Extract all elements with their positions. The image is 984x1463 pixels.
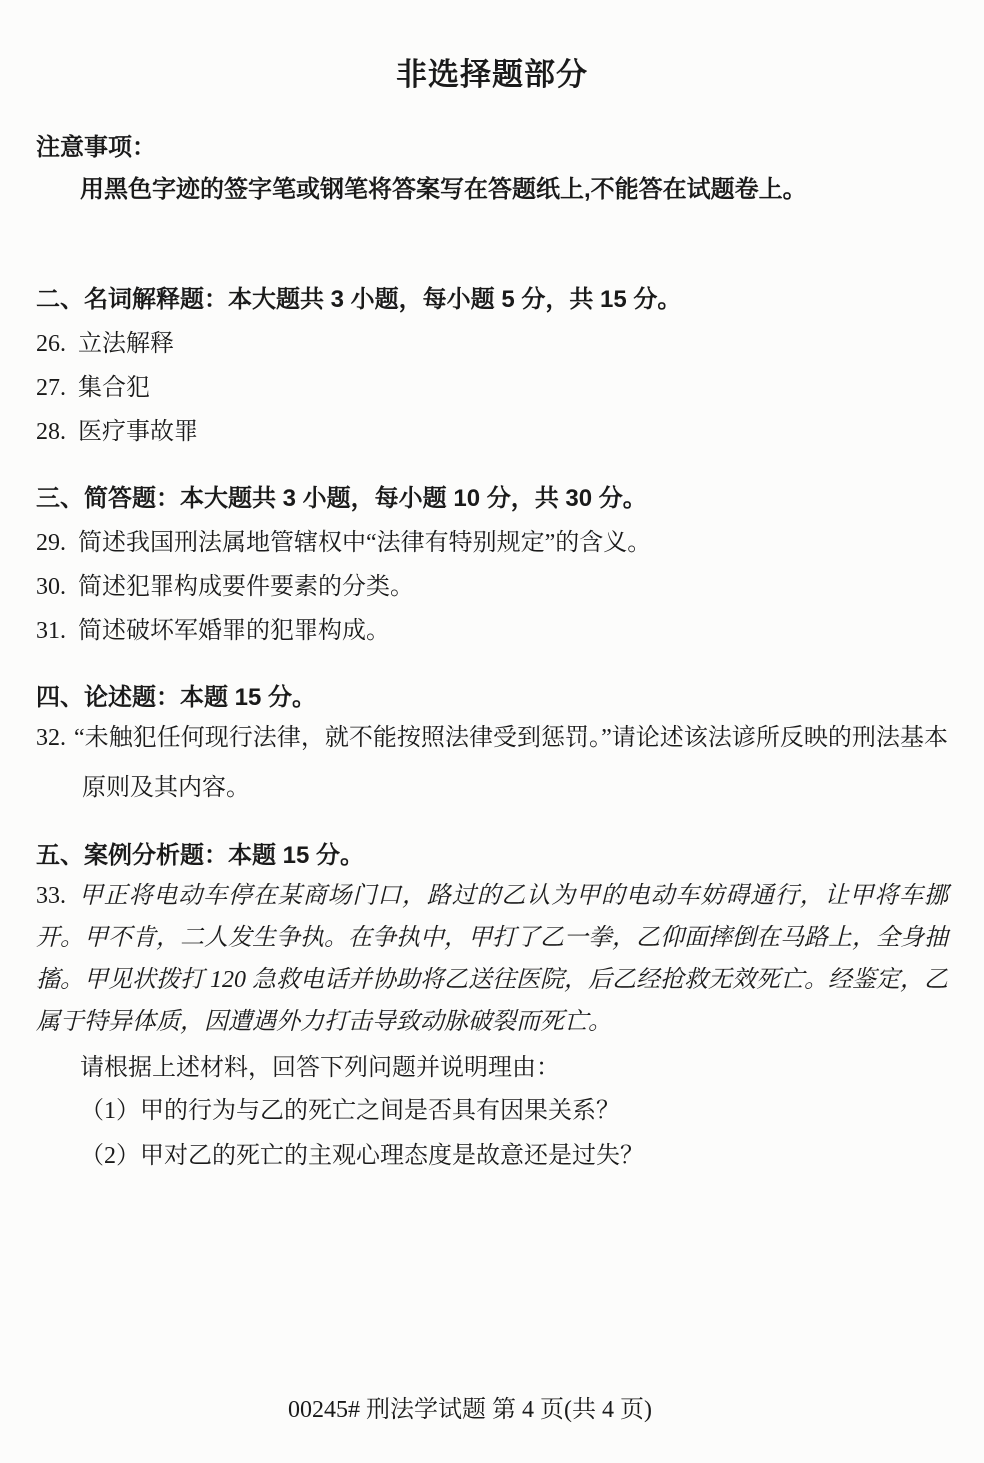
section-short-answer-heading: 三、简答题：本大题共 3 小题，每小题 10 分，共 30 分。 bbox=[36, 485, 647, 512]
notice-heading: 注意事项： bbox=[36, 134, 156, 161]
question-28 bbox=[36, 417, 948, 447]
question-33-sub-1: （1）甲的行为与乙的死亡之间是否具有因果关系？ bbox=[80, 1098, 620, 1124]
question-26 bbox=[36, 329, 948, 359]
section-term-definitions bbox=[36, 285, 948, 447]
section-essay-heading: 四、论述题：本题 15 分。 bbox=[36, 684, 317, 711]
question-29 bbox=[36, 528, 948, 558]
question-26-text: 立法解释 bbox=[78, 331, 174, 357]
notice-text: 用黑色字迹的签字笔或钢笔将答案写在答题纸上,不能答在试题卷上。 bbox=[80, 176, 807, 203]
section-case-analysis bbox=[36, 841, 948, 1177]
question-31-number: 31. bbox=[36, 618, 66, 644]
question-30 bbox=[36, 572, 948, 602]
question-29-number: 29. bbox=[36, 530, 66, 556]
question-33-number: 33. bbox=[36, 883, 66, 909]
question-32-text: “未触犯任何现行法律，就不能按照法律受到惩罚。”请论述该法谚所反映的刑法基本原则及其内容。 bbox=[74, 725, 948, 801]
notice-block bbox=[36, 133, 948, 205]
question-32-number: 32. bbox=[36, 725, 66, 751]
question-33-sub-2: （2）甲对乙的死亡的主观心理态度是故意还是过失？ bbox=[80, 1143, 644, 1169]
question-28-text: 医疗事故罪 bbox=[78, 419, 198, 445]
question-30-number: 30. bbox=[36, 574, 66, 600]
section-term-definitions-heading: 二、名词解释题：本大题共 3 小题，每小题 5 分，共 15 分。 bbox=[36, 286, 682, 313]
question-33-prompt: 请根据上述材料，回答下列问题并说明理由： bbox=[80, 1055, 560, 1081]
question-31 bbox=[36, 616, 948, 646]
question-27-text: 集合犯 bbox=[78, 375, 150, 401]
question-32 bbox=[36, 713, 948, 813]
page-footer: 00245# 刑法学试题 第 4 页(共 4 页) bbox=[288, 1397, 652, 1423]
section-case-analysis-heading: 五、案例分析题：本题 15 分。 bbox=[36, 842, 365, 869]
page-title: 非选择题部分 bbox=[396, 57, 588, 92]
question-33 bbox=[36, 875, 948, 1043]
section-essay bbox=[36, 683, 948, 813]
question-29-text: 简述我国刑法属地管辖权中“法律有特别规定”的含义。 bbox=[78, 530, 652, 556]
question-27 bbox=[36, 373, 948, 403]
question-27-number: 27. bbox=[36, 375, 66, 401]
question-31-text: 简述破坏军婚罪的犯罪构成。 bbox=[78, 618, 390, 644]
question-28-number: 28. bbox=[36, 419, 66, 445]
question-33-text: 甲正将电动车停在某商场门口，路过的乙认为甲的电动车妨碍通行，让甲将车挪开。甲不肯，二人发生争执。在争执中，甲打了乙一拳，乙仰面摔倒在马路上，全身抽搐。甲见状拨打 120 急救电话并协助将乙送往医院，后乙经抢救无效死亡。经鉴定，乙属于特异体质，因遭遇外力打击导致动脉破裂而死亡。 bbox=[36, 883, 948, 1035]
section-short-answer bbox=[36, 484, 948, 646]
question-26-number: 26. bbox=[36, 331, 66, 357]
question-30-text: 简述犯罪构成要件要素的分类。 bbox=[78, 574, 414, 600]
